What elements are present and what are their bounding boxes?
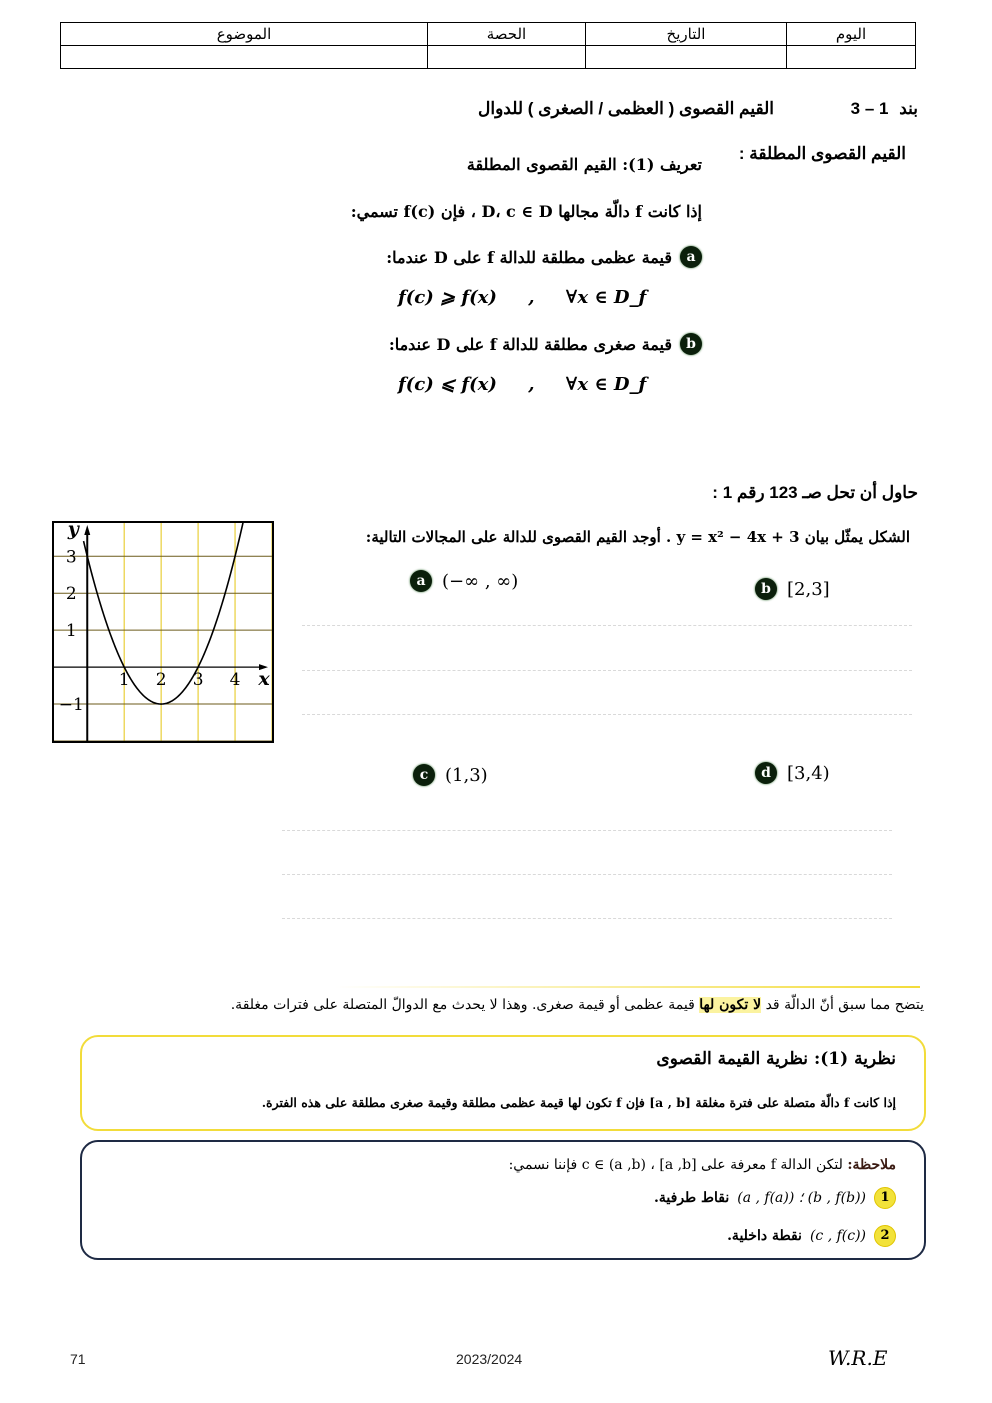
- x-tick-label: 2: [155, 670, 167, 691]
- answer-line[interactable]: [282, 830, 892, 831]
- interval-c: (1,3): [445, 764, 488, 786]
- definition-title: تعريف (1): القيم القصوى المطلقة: [466, 155, 702, 174]
- note-item-2-text: نقطة داخلية.: [727, 1228, 802, 1244]
- y-tick-label: 2: [65, 584, 77, 605]
- answer-line[interactable]: [282, 874, 892, 875]
- exercise-part-a: [410, 570, 518, 592]
- exercise-part-b: [755, 578, 830, 600]
- y-axis-arrow: [84, 525, 90, 535]
- section-prefix: بند: [899, 99, 918, 118]
- definition-item-b-text: قيمة صغرى مطلقة للدالة f على D عندما:: [388, 334, 672, 354]
- school-year: 2023/2024: [456, 1351, 523, 1367]
- header-subject: الموضوع: [61, 23, 428, 46]
- header-period: الحصة: [428, 23, 586, 46]
- y-tick-label: 1: [65, 621, 77, 642]
- x-tick-label: 3: [192, 670, 204, 691]
- section-heading: [851, 99, 918, 119]
- remark-text: [231, 997, 924, 1013]
- note-intro: لتكن الدالة f معرفة على [a ,b] ، c ∈ (a ,b) فإننا نسمي:: [508, 1157, 843, 1173]
- graph-svg: [54, 523, 272, 741]
- answer-line[interactable]: [302, 714, 912, 715]
- badge-a: a: [410, 570, 432, 592]
- note-item-1-text: نقاط طرفية.: [654, 1190, 730, 1206]
- definition-item-b-formula: f(c) ⩽ f(x) , ∀x ∈ D_f: [398, 374, 647, 395]
- y-tick-label: 3: [65, 547, 77, 568]
- remark-top-rule: [335, 986, 920, 988]
- function-graph: [52, 521, 274, 743]
- note-item-1: [654, 1187, 896, 1209]
- note-label: ملاحظة:: [847, 1157, 896, 1173]
- interval-b: [2,3]: [787, 578, 830, 600]
- exercise-part-c: [413, 764, 488, 786]
- theorem-body: إذا كانت f دالّة متصلة على فترة مغلقة [a , b] فإن f تكون لها قيمة عظمى مطلقة وقيمة صغرى مطلقة على هذه الفترة.: [261, 1095, 896, 1110]
- answer-line[interactable]: [282, 918, 892, 919]
- definition-item-a: [386, 246, 702, 268]
- x-axis-label: x: [258, 668, 270, 691]
- remark-text-after: قيمة عظمى أو قيمة صغرى. وهذا لا يحدث مع الدوالّ المتصلة على فترات مغلقة.: [230, 997, 695, 1013]
- badge-c: c: [413, 764, 435, 786]
- header-day-value[interactable]: [787, 46, 916, 69]
- number-badge-1: 1: [874, 1187, 896, 1209]
- header-period-value[interactable]: [428, 46, 586, 69]
- header-day: اليوم: [787, 23, 916, 46]
- y-axis-label: y: [67, 523, 79, 540]
- badge-b: b: [680, 333, 702, 355]
- header-subject-value[interactable]: [61, 46, 428, 69]
- definition-item-a-formula: f(c) ⩾ f(x) , ∀x ∈ D_f: [398, 287, 647, 308]
- note-item-1-math: (a , f(a)) ؛ (b , f(b)): [737, 1190, 866, 1206]
- definition-intro: إذا كانت f دالّة مجالها D، c ∈ D ، فإن f(c) تسمي:: [350, 202, 702, 221]
- header-table: [60, 22, 916, 69]
- subheading: القيم القصوى المطلقة :: [738, 144, 906, 163]
- answer-line[interactable]: [302, 625, 912, 626]
- x-tick-label: 1: [118, 670, 130, 691]
- author-signature: W.R.E: [828, 1346, 888, 1370]
- exercise-prompt: الشكل يمثّل بيان y = x² − 4x + 3 . أوجد القيم القصوى للدالة على المجالات التالية:: [365, 528, 910, 546]
- note-item-2: [727, 1225, 896, 1247]
- remark-text-before: يتضح مما سبق أنّ الدالّة قد: [765, 997, 924, 1013]
- interval-a: (−∞ , ∞): [442, 570, 519, 592]
- definition-item-a-text: قيمة عظمى مطلقة للدالة f على D عندما:: [386, 247, 672, 267]
- badge-b: b: [755, 578, 777, 600]
- x-tick-label: 4: [229, 670, 241, 691]
- header-date: التاريخ: [586, 23, 787, 46]
- note-item-2-math: (c , f(c)): [809, 1228, 866, 1244]
- header-date-value[interactable]: [586, 46, 787, 69]
- exercise-heading: حاول أن تحل صـ 123 رقم 1 :: [712, 483, 918, 502]
- remark-highlight: لا تكون لها: [699, 997, 762, 1013]
- note-intro-line: [509, 1157, 896, 1173]
- badge-a: a: [680, 246, 702, 268]
- definition-item-b: [389, 333, 702, 355]
- badge-d: d: [755, 762, 777, 784]
- section-title: القيم القصوى ( العظمى / الصغرى ) للدوال: [478, 99, 774, 118]
- section-number: 3 – 1: [850, 99, 889, 118]
- page-number: 71: [70, 1351, 86, 1367]
- interval-d: [3,4): [787, 762, 830, 784]
- answer-line[interactable]: [302, 670, 912, 671]
- theorem-title: نظرية (1): نظرية القيمة القصوى: [656, 1049, 896, 1069]
- y-tick-label: −1: [58, 695, 84, 716]
- number-badge-2: 2: [874, 1225, 896, 1247]
- exercise-part-d: [755, 762, 830, 784]
